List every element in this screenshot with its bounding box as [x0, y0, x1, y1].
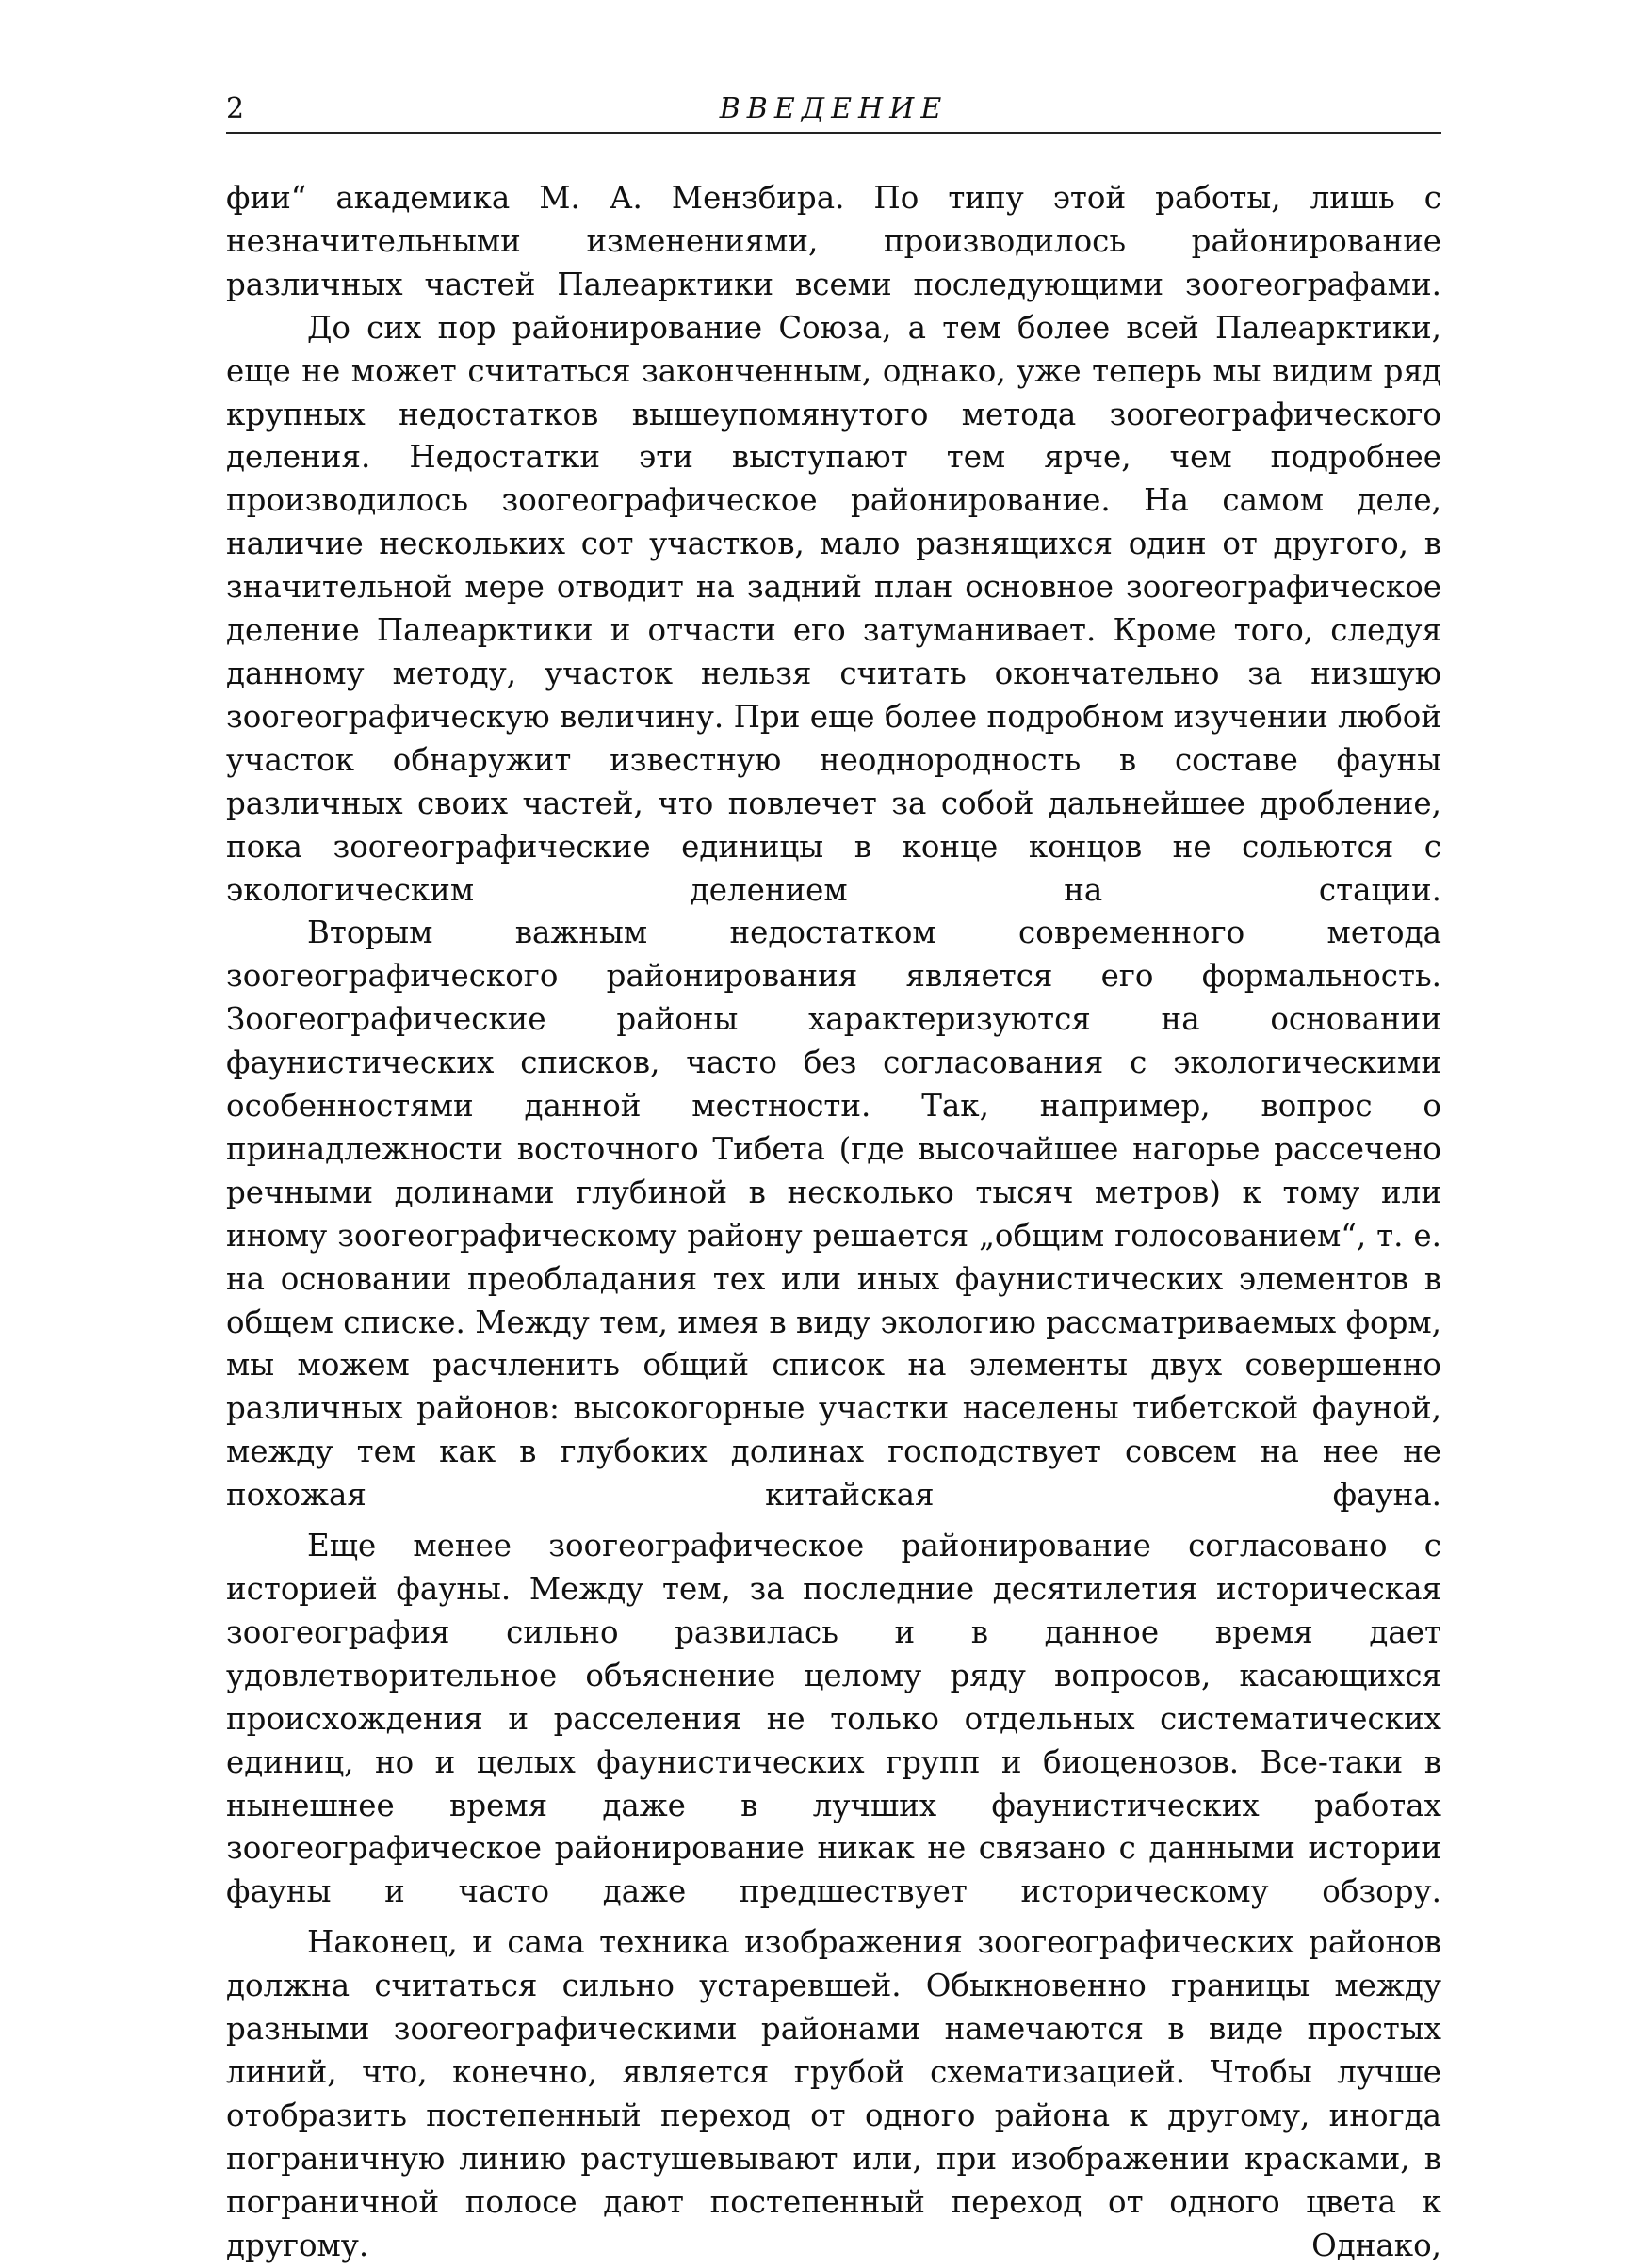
paragraph: Вторым важным недостатком современного метода зоогеографического районирования является его формальность. Зоогеографические районы характеризуются на основании фаунистических списков, часто без согласования с экологическими особенностями данной местности. Так, например, вопрос о принадлежности восточного Тибета (где высочайшее нагорье рассечено речными долинами глубиной в несколько тысяч метров) к тому или иному зоогеографическому району решается „общим голосованием“, т. е. на основании преобладания тех или иных фаунистических элементов в общем списке. Между тем, имея в виду экологию рассматриваемых форм, мы можем расчленить общий список на элементы двух совершенно различных районов: высокогорные участки населены тибетской фауной, между тем как в глубоких долинах господствует совсем на нее не похожая китайская фауна.: [226, 915, 1441, 1514]
paragraph: фии“ академика М. А. Мензбира. По типу этой работы, лишь с незначительными изменениями, производилось районирование различных частей Палеарктики всеми последующими зоогеографами.: [226, 180, 1441, 302]
running-title: ВВЕДЕНИЕ: [719, 92, 949, 125]
book-page: [226, 90, 1441, 2268]
body-text: [226, 177, 1441, 2268]
paragraph: Наконец, и сама техника изображения зоогеографических районов должна считаться сильно устаревшей. Обыкновенно границы между разными зоогеографическими районами намечаются в виде простых линий, что, конечно, является грубой схематизацией. Чтобы лучше отобразить постепенный переход от одного района к другому, иногда пограничную линию растушевывают или, при изображении красками, в пограничной полосе дают постепенный переход от одного цвета к другому. Однако,: [226, 1924, 1441, 2263]
page-number: 2: [226, 92, 245, 125]
page-header: [226, 90, 1441, 134]
paragraph: Еще менее зоогеографическое районирование согласовано с историей фауны. Между тем, за последние десятилетия историческая зоогеография сильно развилась и в данное время дает удовлетворительное объяснение целому ряду вопросов, касающихся происхождения и расселения не только отдельных систематических единиц, но и целых фаунистических групп и биоценозов. Все-таки в нынешнее время даже в лучших фаунистических работах зоогеографическое районирование никак не связано с данными истории фауны и часто даже предшествует историческому обзору.: [226, 1528, 1441, 1910]
paragraph: До сих пор районирование Союза, а тем более всей Палеарктики, еще не может считаться законченным, однако, уже теперь мы видим ряд крупных недостатков вышеупомянутого метода зоогеографического деления. Недостатки эти выступают тем ярче, чем подробнее производилось зоогеографическое районирование. На самом деле, наличие нескольких сот участков, мало разнящихся один от другого, в значительной мере отводит на задний план основное зоогеографическое деление Палеарктики и отчасти его затуманивает. Кроме того, следуя данному методу, участок нельзя считать окончательно за низшую зоогеографическую величину. При еще более подробном изучении любой участок обнаружит известную неоднородность в составе фауны различных своих частей, что повлечет за собой дальнейшее дробление, пока зоогеографические единицы в конце концов не сольются с экологическим делением на стации.: [226, 309, 1441, 908]
